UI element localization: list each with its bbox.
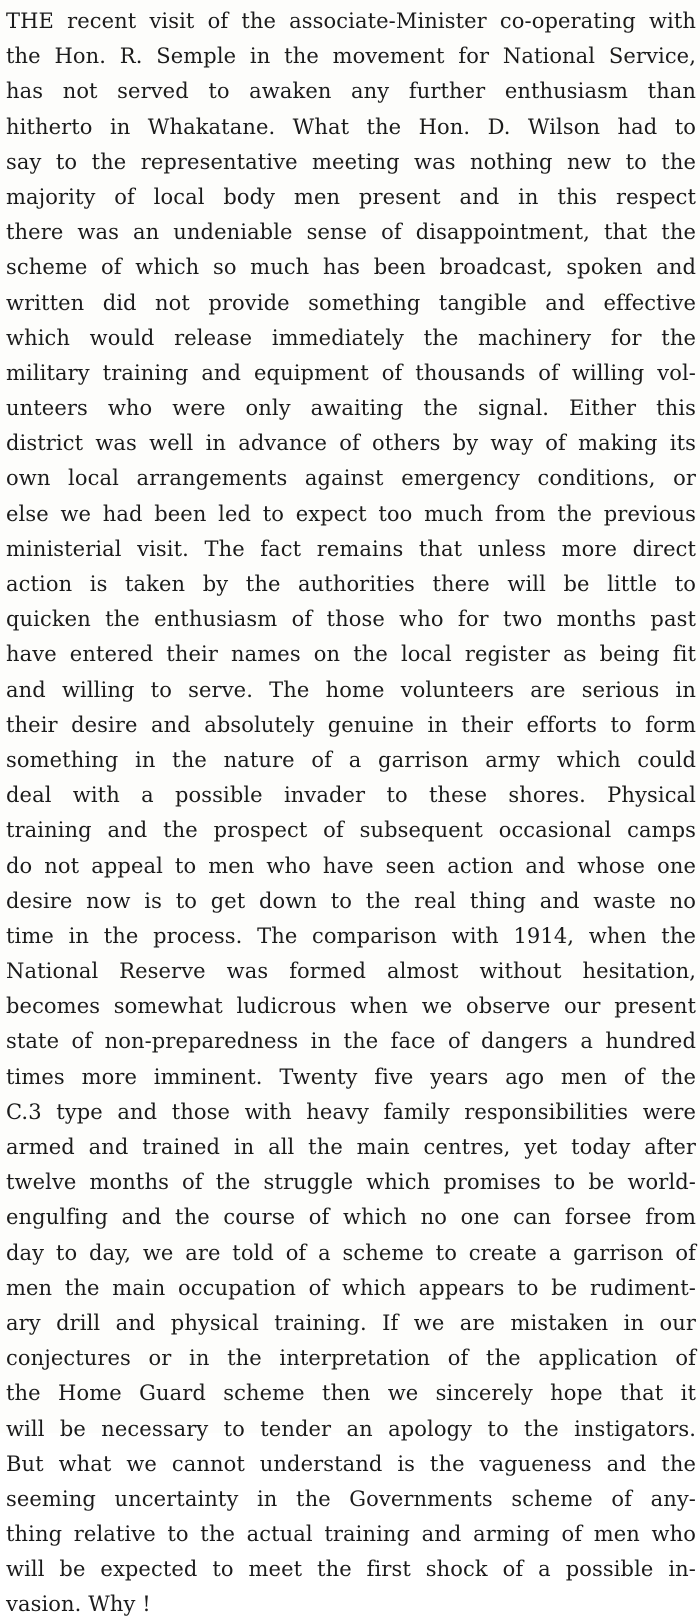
article-line: men the main occupation of which appears to be rudiment- (6, 1275, 696, 1300)
article-line: unteers who were only awaiting the signal. Either this (6, 396, 696, 421)
article-line: else we had been led to expect too much from the previous (6, 501, 696, 526)
article-line: times more imminent. Twenty five years ago men of the (6, 1064, 696, 1089)
article-line: have entered their names on the local register as being fit (6, 642, 696, 667)
article-line: district was well in advance of others by way of making its (6, 431, 696, 456)
article-line: seeming uncertainty in the Governments scheme of any- (6, 1486, 696, 1511)
article-line: something in the nature of a garrison army which could (6, 747, 696, 772)
article-line: own local arrangements against emergency conditions, or (6, 466, 696, 491)
article-line: military training and equipment of thousands of willing vol- (6, 360, 696, 385)
article-line: THE recent visit of the associate-Minister co-operating with (6, 9, 696, 33)
article-line: becomes somewhat ludicrous when we observe our present (6, 994, 696, 1019)
article-line: conjectures or in the interpretation of the application of (6, 1346, 696, 1371)
article-line: the Home Guard scheme then we sincerely hope that it (6, 1381, 696, 1406)
article-line: will be necessary to tender an apology to the instigators. (6, 1416, 696, 1441)
article-line: day to day, we are told of a scheme to create a garrison of (6, 1240, 696, 1265)
article-line: armed and trained in all the main centres, yet today after (6, 1135, 696, 1159)
article-line: ary drill and physical training. If we are mistaken in our (6, 1310, 696, 1335)
article-line: will be expected to meet the first shock of a possible in- (6, 1557, 696, 1582)
article-line: action is taken by the authorities there will be little to (6, 572, 696, 596)
article-line: vasion. Why ! (6, 1592, 151, 1617)
article-line: majority of local body men present and in this respect (6, 184, 696, 209)
article-line: engulfing and the course of which no one can forsee from (6, 1205, 696, 1230)
article-line: written did not provide something tangible and effective (6, 290, 696, 315)
article-line: desire now is to get down to the real thing and waste no (6, 888, 696, 913)
article-line: do not appeal to men who have seen action and whose one (6, 853, 696, 878)
article-line: National Reserve was formed almost without hesitation, (6, 959, 696, 984)
article-line: has not served to awaken any further enthusiasm than (6, 79, 696, 104)
article-line: thing relative to the actual training and arming of men who (6, 1522, 696, 1547)
article-line: training and the prospect of subsequent occasional camps (6, 818, 696, 843)
article-line: there was an undeniable sense of disappointment, that the (6, 220, 696, 245)
editorial-article (6, 4, 696, 1623)
article-line: hitherto in Whakatane. What the Hon. D. Wilson had to (6, 114, 696, 139)
article-line: ministerial visit. The fact remains that unless more direct (6, 536, 696, 561)
article-line: But what we cannot understand is the vagueness and the (6, 1451, 696, 1476)
article-line: which would release immediately the machinery for the (6, 325, 696, 350)
article-line: scheme of which so much has been broadcast, spoken and (6, 255, 696, 280)
article-line: time in the process. The comparison with 1914, when the (6, 923, 696, 948)
article-line: state of non-preparedness in the face of dangers a hundred (6, 1029, 696, 1054)
article-line: say to the representative meeting was nothing new to the (6, 149, 696, 174)
article-line: deal with a possible invader to these shores. Physical (6, 783, 696, 808)
article-line: C.3 type and those with heavy family responsibilities were (6, 1099, 696, 1124)
article-line: and willing to serve. The home volunteers are serious in (6, 677, 696, 702)
article-line: quicken the enthusiasm of those who for two months past (6, 607, 696, 632)
article-line: their desire and absolutely genuine in their efforts to form (6, 712, 696, 737)
article-line: twelve months of the struggle which promises to be world- (6, 1170, 696, 1195)
article-line: the Hon. R. Semple in the movement for National Service, (6, 44, 696, 69)
